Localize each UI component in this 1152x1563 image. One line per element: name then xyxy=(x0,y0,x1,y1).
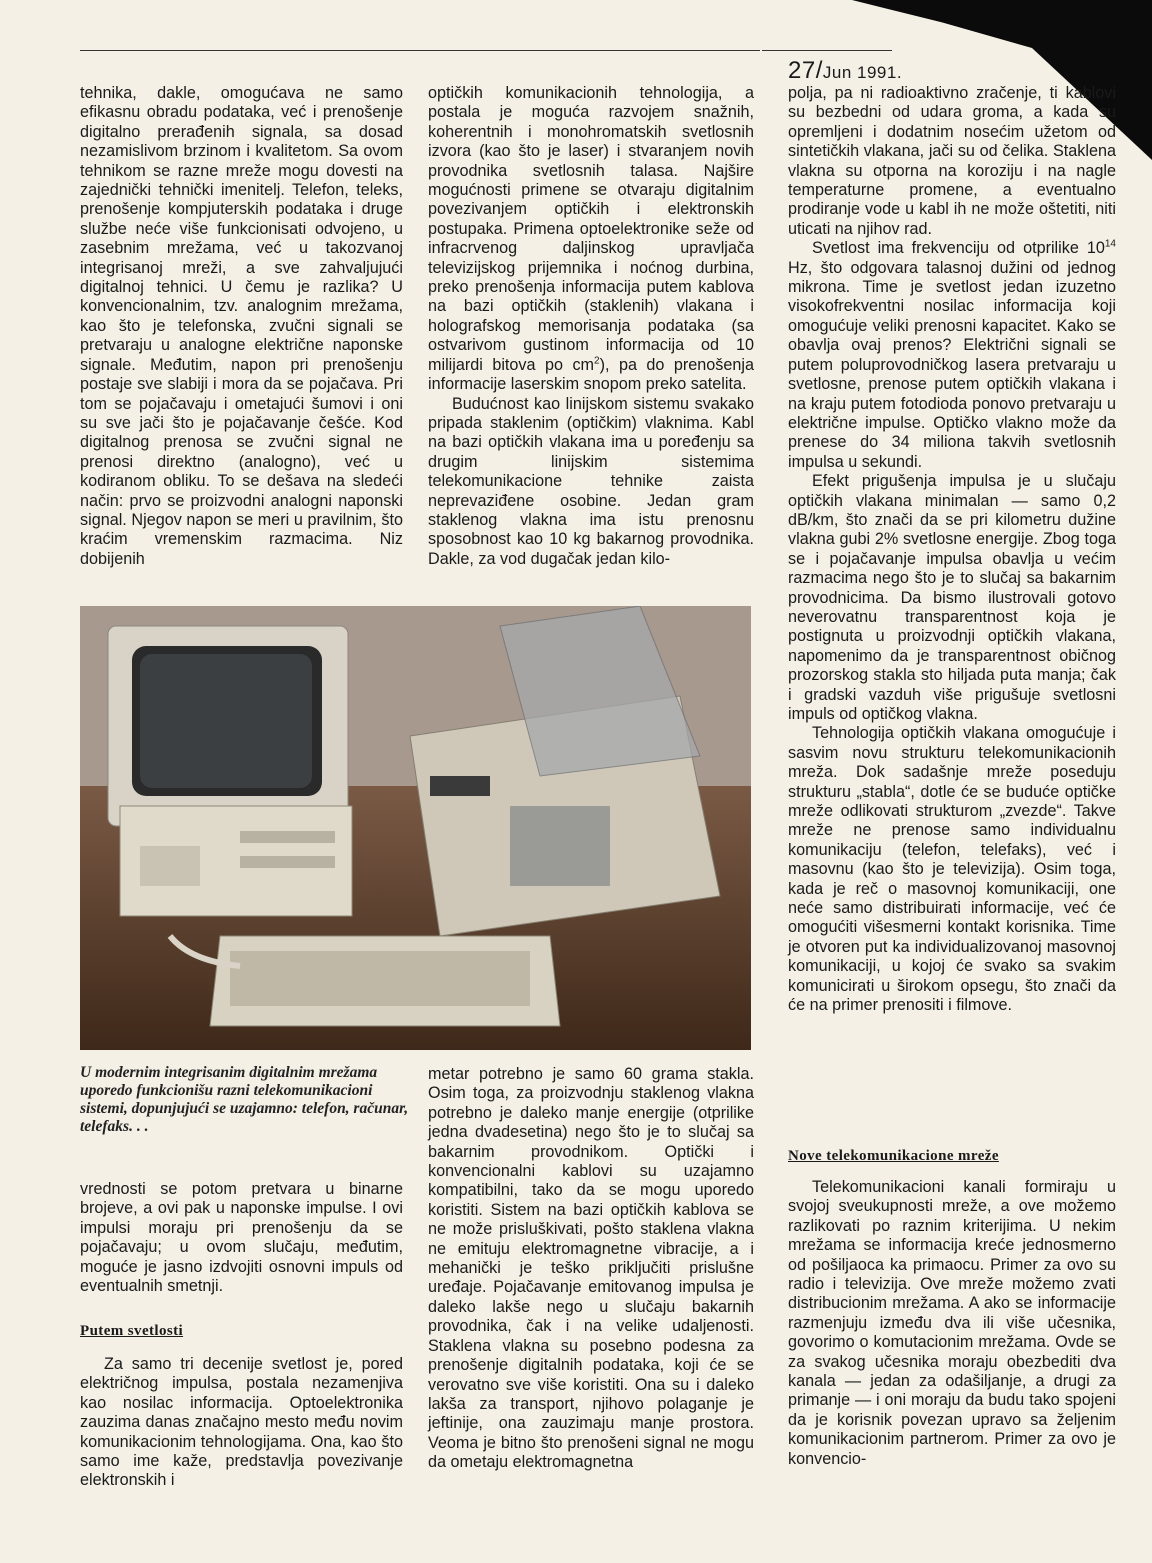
paragraph: metar potrebno je samo 60 grama stakla. Osim toga, za proizvodnju staklenog vlakna potrebno je daleko manje energije (otprilike jedna dvadesetina) nego što je to slučaj sa bakarnim provodnikom. Optički i konvencionalni kablovi su uzajamno kompatibilni, tako da se mogu uporedo koristiti. Sistem na bazi optičkih kablova se ne može prisluškivati, pošto staklena vlakna ne emituju elektromagnetne vibracije, a i mehanički je teško priključiti prislušne uređaje. Pojačavanje emitovanog impulsa je daleko lakše nego u slučaju bakarnih provodnika, čak i na velike udaljenosti. Staklena vlakna su posebno podesna za prenošenje digitalnih podataka, koji će se verovatno sve više koristiti. Ona su i daleko lakša za transport, njihovo polaganje je jeftinije, ona zauzimaju manje prostora. Veoma je bitno što prenošeni signal ne mogu da ometaju elektromagnetna xyxy=(428,1065,754,1472)
photo-caption: U modernim integrisanim digitalnim mrežama uporedo funkcionišu razni telekomunikacioni sistemi, dopunjujući se uzajamno: telefon, računar, telefaks. . . xyxy=(80,1064,409,1135)
paragraph: Svetlost ima frekvenciju od otprilike $10^{14}$ Hz, što odgovara talasnoj dužini od jednog mikrona. Time je svetlost jedan izuzetno visokofrekventni nosilac informacija koji omogućuje veliki prenosni kapacitet. Kako se obavlja ovaj prenos? Električni signali se putem poluprovodničkog lasera pretvaraju u svetlosne, prenose putem optičkih vlakana i na kraju putem fotodioda ponovo pretvaraju u električne impulse. Optičko vlakno može da prenese do 34 miliona takvih svetlosnih impulsa u sekundi. xyxy=(788,238,1116,471)
paragraph: Tehnologija optičkih vlakana omogućuje i sasvim novu strukturu telekomunikacionih mreža. Dok sadašnje mreže poseduju strukturu „stabla“, dotle će se buduće optičke mreže odlikovati strukturom „zvezde“. Takve mreže ne prenose samo individualnu komunikaciju (telefon, telefaks), već i masovnu (kao što je televizija). Osim toga, kada je reč o masovnoj komunikaciji, one neće samo distribuirati informacije, već će omogućiti višesmerni kontakt korisnika. Time je otvoren put ka individualizovanoj masovnoj komunikaciji, u kojoj će svako sa svakim komunicirati u širokom opsegu, što znači da će na primer prenositi i filmove. xyxy=(788,724,1116,1015)
column-1-top xyxy=(80,84,403,569)
header-rule-right xyxy=(762,50,892,51)
section-heading-nove-mreze: Nove telekomunikacione mreže xyxy=(788,1148,999,1164)
paragraph: polja, pa ni radioaktivno zračenje, ti kablovi su bezbedni od udara groma, a kada su opremljeni i dodatnim nosećim užetom od sintetičkih vlakana, jači su od čelika. Staklena vlakna su otporna na koroziju i na nagle temperaturne promene, a eventualno prodiranje vode u kabl ih ne može oštetiti, niti uticati na njihov rad. xyxy=(788,84,1116,238)
paragraph: Telekomunikacioni kanali formiraju u svojoj sveukupnosti mreže, a ove možemo razlikovati po raznim kriterijima. U nekim mrežama se informacija kreće jednosmerno od pošiljaoca ka primaocu. Primer za ovo su radio i televizija. Ove mreže možemo zvati distribucionim mrežama. A ako se informacije razmenjuju između dva ili više učesnika, govorimo o komutacionim mrežama. Ovde se za svakog učesnika moraju obezbediti dva kanala — jedan za odašiljanje, a drugi za primanje — i oni moraju da budu tako spojeni da je korisnik povezan upravo sa željenim komunikacionim partnerom. Primer za ovo je konvencio- xyxy=(788,1178,1116,1468)
paragraph: Budućnost kao linijskom sistemu svakako pripada staklenim (optičkim) vlaknima. Kabl na bazi optičkih vlakana ima u poređenju sa drugim linijskim sistemima telekomunikacione tehnike zaista neprevaziđene osobine. Jedan gram staklenog vlakna ima istu prenosnu sposobnost kao 10 kg bakarnog provodnika. Dakle, za vod dugačak jedan kilo- xyxy=(428,394,754,568)
paragraph: optičkih komunikacionih tehnologija, a postala je moguća razvojem snažnih, koherentnih i monohromatskih svetlosnih izvora (kao što je laser) i stvaranjem novih provodnika svetlosnih talasa. Najšire mogućnosti primene se otvaraju digitalnim povezivanjem optičkih i elektronskih postupaka. Primena optoelektronike seže od infracrvenog daljinskog upravljača televizijskog prijemnika i noćnog durbina, preko prenošenja informacija putem kablova na bazi optičkih (staklenih) vlakana i holografskog memorisanja podataka (sa ostvarivom gustinom informacija od 10 milijardi bitova po $cm^2$), pa do prenošenja informacije laserskim snopom preko satelita. xyxy=(428,84,754,394)
paragraph: tehnika, dakle, omogućava ne samo efikasnu obradu podataka, već i prenošenje digitalno prerađenih signala, sa dosad nezamislivom brzinom i kvalitetom. Sa ovom tehnikom se razne mreže mogu dovesti na zajednički tehnički imenitelj. Telefon, teleks, prenošenje kompjuterskih podataka i druge službe neće više funkcionisati odvojeno, u zasebnim mrežama, već u takozvanoj integrisanoj mreži, a sve zahvaljujući digitalnoj tehnici. U čemu je razlika? U konvencionalnim, tzv. analognim mrežama, kao što je telefonska, zvučni signali se pretvaraju u analogne električne naponske signale. Međutim, napon pri prenošenju postaje sve slabiji i mora da se pojačava. Pri tom se pojačavaju i ometajući šumovi i oni su sve jači što je pojačavanje češće. Kod digitalnog prenosa se zvučni signal ne prenosi direktno (analogno), već u kodiranom obliku. To se dešava na sledeći način: prvo se proizvodni analogni naponski signal. Njegov napon se meri u pravilnim, što kraćim vremenskim razmacima. Niz dobijenih xyxy=(80,84,403,568)
header-rule xyxy=(80,50,760,51)
column-1-bottom xyxy=(80,1180,403,1296)
column-2-bottom xyxy=(428,1065,754,1473)
computer-fax-photo xyxy=(80,606,751,1050)
paragraph: vrednosti se potom pretvara u binarne brojeve, a ovi pak u naponske impulse. I ovi impulsi moraju pri prenošenju da se pojačavaju; u ovom slučaju, međutim, moguće je jasno izdvojiti osnovni impuls od eventualnih smetnji. xyxy=(80,1180,403,1296)
column-3-top xyxy=(788,84,1116,1016)
issue-label: 27/Jun 1991. xyxy=(788,57,903,84)
column-3-bottom xyxy=(788,1178,1116,1469)
column-2-top xyxy=(428,84,754,569)
photo-illustration xyxy=(80,606,751,1050)
section-heading-putem-svetlosti: Putem svetlosti xyxy=(80,1323,184,1339)
column-1-section xyxy=(80,1355,403,1491)
paragraph: Efekt prigušenja impulsa je u slučaju optičkih vlakana minimalan — samo 0,2 dB/km, što znači da se pri kilometru dužine vlakna gubi 2% svetlosne energije. Zbog toga se i pojačavanje impulsa obavlja u većim razmacima nego što je to slučaj sa bakarnim provodnicima. Da bismo ilustrovali gotovo neverovatnu transparentnost koja je postignuta u proizvodnji optičkih vlakana, napomenimo da je transparentnost običnog prozorskog stakla sto hiljada puta manja; čak i gradski vazduh više prigušuje svetlosni impuls od optičkog vlakna. xyxy=(788,472,1116,723)
paragraph: Za samo tri decenije svetlost je, pored električnog impulsa, postala nezamenjiva kao nosilac informacija. Optoelektronika zauzima danas značajno mesto među novim komunikacionim tehnologijama. Ona, kao što samo ime kaže, predstavlja povezivanje elektronskih i xyxy=(80,1355,403,1490)
